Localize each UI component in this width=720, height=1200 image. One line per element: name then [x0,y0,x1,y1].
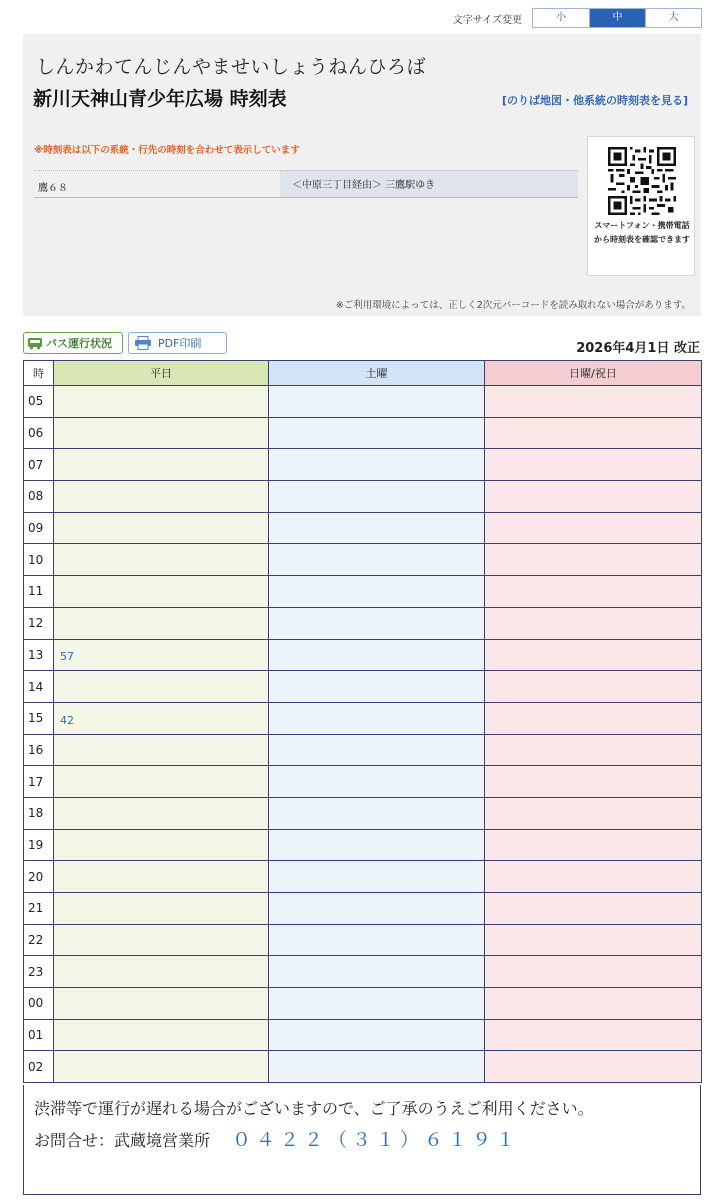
departure-minute[interactable] [485,460,491,473]
timetable-row [24,639,702,671]
hour-cell: 01 [24,1019,54,1051]
saturday-cell [269,956,485,988]
departure-minute[interactable] [485,840,491,853]
departure-minute[interactable] [54,397,60,410]
departure-minute[interactable] [54,809,60,822]
sunday-cell [485,956,702,988]
weekday-cell [54,988,269,1020]
saturday-cell [269,1019,485,1051]
departure-minute[interactable] [269,650,275,663]
hour-cell: 20 [24,861,54,893]
font-size-label: 文字サイズ変更 [452,14,522,26]
weekday-cell [54,386,269,418]
hour-cell: 08 [24,481,54,513]
sunday-cell [485,512,702,544]
timetable-row [24,766,702,798]
departure-minute[interactable] [54,460,60,473]
departure-minute[interactable] [485,809,491,822]
timetable-row [24,607,702,639]
revision-date: 2026年4月1日 改正 [576,341,700,356]
departure-minute[interactable] [269,587,275,600]
timetable-row [24,1051,702,1083]
timetable-row [24,671,702,703]
font-size-small-button[interactable]: 小 [533,9,589,27]
qr-code-icon [608,147,676,215]
saturday-cell [269,512,485,544]
hour-cell: 19 [24,829,54,861]
departure-minute[interactable] [54,492,60,505]
timetable-row [24,988,702,1020]
departure-minute[interactable] [269,777,275,790]
saturday-cell [269,607,485,639]
sunday-cell [485,1019,702,1051]
contact-label: お問合せ：武蔵境営業所 [34,1131,211,1150]
timetable-row [24,512,702,544]
sunday-cell [485,449,702,481]
departure-minute[interactable] [485,1062,491,1075]
bus-status-button[interactable] [23,332,123,354]
departure-minute[interactable] [485,745,491,758]
hour-cell: 16 [24,734,54,766]
departure-minute[interactable] [485,650,491,663]
departure-minute[interactable] [269,745,275,758]
weekday-cell [54,1019,269,1051]
font-size-switcher [453,8,702,28]
saturday-cell [269,924,485,956]
timetable-row [24,386,702,418]
departure-minute[interactable] [54,555,60,568]
saturday-cell [269,417,485,449]
departure-minute[interactable] [485,967,491,980]
weekday-cell [54,671,269,703]
sunday-cell [485,861,702,893]
departure-minute[interactable] [269,1062,275,1075]
hour-cell: 21 [24,893,54,925]
sunday-cell [485,893,702,925]
timetable-row [24,956,702,988]
departure-minute[interactable] [269,460,275,473]
font-size-options [532,8,702,28]
saturday-cell [269,576,485,608]
hour-cell: 18 [24,797,54,829]
weekday-cell [54,924,269,956]
pdf-print-button[interactable] [128,332,227,354]
timetable-row [24,481,702,513]
departure-minute[interactable] [269,555,275,568]
timetable-row [24,797,702,829]
departure-minute[interactable] [54,619,60,632]
departure-minute[interactable] [269,967,275,980]
departure-minute[interactable] [54,587,60,600]
departure-minute[interactable] [54,840,60,853]
departure-minute[interactable] [54,745,60,758]
stop-header-panel [23,34,701,316]
bus-status-label: バス運行状況 [46,337,112,350]
departure-minute[interactable] [269,682,275,695]
sunday-cell [485,797,702,829]
timetable-row [24,417,702,449]
footer-panel [23,1085,701,1195]
weekday-cell [54,607,269,639]
bus-icon [27,337,43,350]
sunday-column-header: 日曜/祝日 [485,361,702,386]
sunday-cell [485,702,702,734]
departure-minute[interactable] [269,1031,275,1044]
weekday-cell [54,639,269,671]
saturday-cell [269,734,485,766]
delay-notice: 渋滞等で運行が遅れる場合がございますので、ご了承のうえご利用ください。 [34,1099,594,1118]
combined-timetable-notice: ※時刻表は以下の系統・行先の時刻を合わせて表示しています [34,145,300,156]
sunday-cell [485,734,702,766]
departure-minute[interactable] [269,809,275,822]
weekday-cell [54,734,269,766]
departure-minute[interactable] [485,777,491,790]
saturday-cell [269,893,485,925]
saturday-cell [269,639,485,671]
hour-cell: 15 [24,702,54,734]
contact-line [34,1125,690,1152]
sunday-cell [485,417,702,449]
departure-minute[interactable] [269,492,275,505]
timetable-row [24,893,702,925]
printer-icon [134,336,152,350]
weekday-cell [54,512,269,544]
departure-minute[interactable] [485,1031,491,1044]
pdf-print-label: PDF印刷 [158,337,202,350]
departure-minute[interactable] [54,777,60,790]
route-id: 鷹６８ [34,170,280,197]
saturday-cell [269,766,485,798]
timetable-row [24,576,702,608]
sunday-cell [485,671,702,703]
departure-minute[interactable] [269,397,275,410]
departure-minute[interactable] [485,904,491,917]
sunday-cell [485,639,702,671]
departure-minute[interactable] [269,840,275,853]
departure-minute[interactable]: 57 [60,650,74,664]
hour-column-header: 時 [24,361,54,386]
departure-minute[interactable] [54,682,60,695]
departure-minute[interactable] [269,619,275,632]
departure-minute[interactable] [269,429,275,442]
hour-cell: 02 [24,1051,54,1083]
departure-minute[interactable] [54,524,60,537]
departure-minute[interactable] [485,397,491,410]
sunday-cell [485,607,702,639]
timetable-row [24,1019,702,1051]
timetable-row [24,924,702,956]
departure-minute[interactable] [485,936,491,949]
hour-cell: 05 [24,386,54,418]
departure-minute[interactable] [54,936,60,949]
saturday-cell [269,1051,485,1083]
timetable-row [24,544,702,576]
weekday-cell [54,576,269,608]
departure-minute[interactable] [54,999,60,1012]
weekday-cell [54,1051,269,1083]
saturday-cell [269,449,485,481]
departure-minute[interactable] [54,872,60,885]
weekday-cell [54,449,269,481]
timetable-row [24,829,702,861]
departure-minute[interactable] [54,967,60,980]
weekday-cell [54,956,269,988]
departure-minute[interactable] [485,714,491,727]
sunday-cell [485,576,702,608]
departure-minute[interactable] [54,904,60,917]
weekday-cell [54,829,269,861]
qr-code-box [587,136,695,276]
page-title: 新川天神山青少年広場 時刻表 [33,88,287,110]
departure-minute[interactable] [54,1062,60,1075]
weekday-cell [54,544,269,576]
route-row [34,170,578,198]
departure-minute[interactable] [485,492,491,505]
departure-minute[interactable] [269,872,275,885]
hour-cell: 10 [24,544,54,576]
weekday-column-header: 平日 [54,361,269,386]
timetable-row [24,449,702,481]
departure-minute[interactable] [485,872,491,885]
hour-cell: 09 [24,512,54,544]
departure-minute[interactable] [269,904,275,917]
hour-cell: 12 [24,607,54,639]
saturday-cell [269,797,485,829]
sunday-cell [485,481,702,513]
hour-cell: 07 [24,449,54,481]
hour-cell: 22 [24,924,54,956]
departure-minute[interactable] [485,555,491,568]
departure-minute[interactable] [269,999,275,1012]
timetable-row [24,734,702,766]
saturday-cell [269,386,485,418]
qr-caption: スマートフォン・携帯電話から時刻表を確認できます [594,221,690,244]
font-size-large-button[interactable]: 大 [645,9,701,27]
departure-minute[interactable] [54,429,60,442]
weekday-cell [54,861,269,893]
timetable-row [24,861,702,893]
weekday-cell [54,893,269,925]
timetable-row [24,702,702,734]
departure-minute[interactable] [485,619,491,632]
saturday-cell [269,544,485,576]
stop-map-link[interactable]: [のりば地図・他系統の時刻表を見る] [501,94,688,107]
saturday-column-header: 土曜 [269,361,485,386]
timetable-body [24,386,702,1083]
weekday-cell [54,481,269,513]
saturday-cell [269,861,485,893]
weekday-cell [54,702,269,734]
contact-phone[interactable]: ０４２２（３１）６１９１ [232,1129,521,1151]
route-destination: ＜中原三丁目経由＞ 三鷹駅ゆき [280,170,578,197]
departure-minute[interactable] [269,714,275,727]
saturday-cell [269,988,485,1020]
departure-minute[interactable] [485,587,491,600]
departure-minute[interactable] [485,682,491,695]
departure-minute[interactable] [269,936,275,949]
departure-minute[interactable] [485,524,491,537]
sunday-cell [485,988,702,1020]
timetable [23,360,702,1083]
qr-reading-note: ※ご利用環境によっては、正しく2次元バーコードを読み取れない場合があります。 [335,300,691,311]
departure-minute[interactable]: 42 [60,713,74,727]
sunday-cell [485,924,702,956]
departure-minute[interactable] [54,1031,60,1044]
stop-name-kana: しんかわてんじんやませいしょうねんひろば [36,56,427,78]
hour-cell: 13 [24,639,54,671]
hour-cell: 23 [24,956,54,988]
saturday-cell [269,671,485,703]
departure-minute[interactable] [269,524,275,537]
departure-minute[interactable] [485,999,491,1012]
hour-cell: 17 [24,766,54,798]
saturday-cell [269,702,485,734]
weekday-cell [54,797,269,829]
saturday-cell [269,481,485,513]
weekday-cell [54,766,269,798]
saturday-cell [269,829,485,861]
hour-cell: 11 [24,576,54,608]
hour-cell: 00 [24,988,54,1020]
sunday-cell [485,766,702,798]
departure-minute[interactable] [485,429,491,442]
hour-cell: 14 [24,671,54,703]
font-size-medium-button[interactable]: 中 [589,9,645,27]
sunday-cell [485,386,702,418]
hour-cell: 06 [24,417,54,449]
weekday-cell [54,417,269,449]
sunday-cell [485,544,702,576]
sunday-cell [485,1051,702,1083]
sunday-cell [485,829,702,861]
